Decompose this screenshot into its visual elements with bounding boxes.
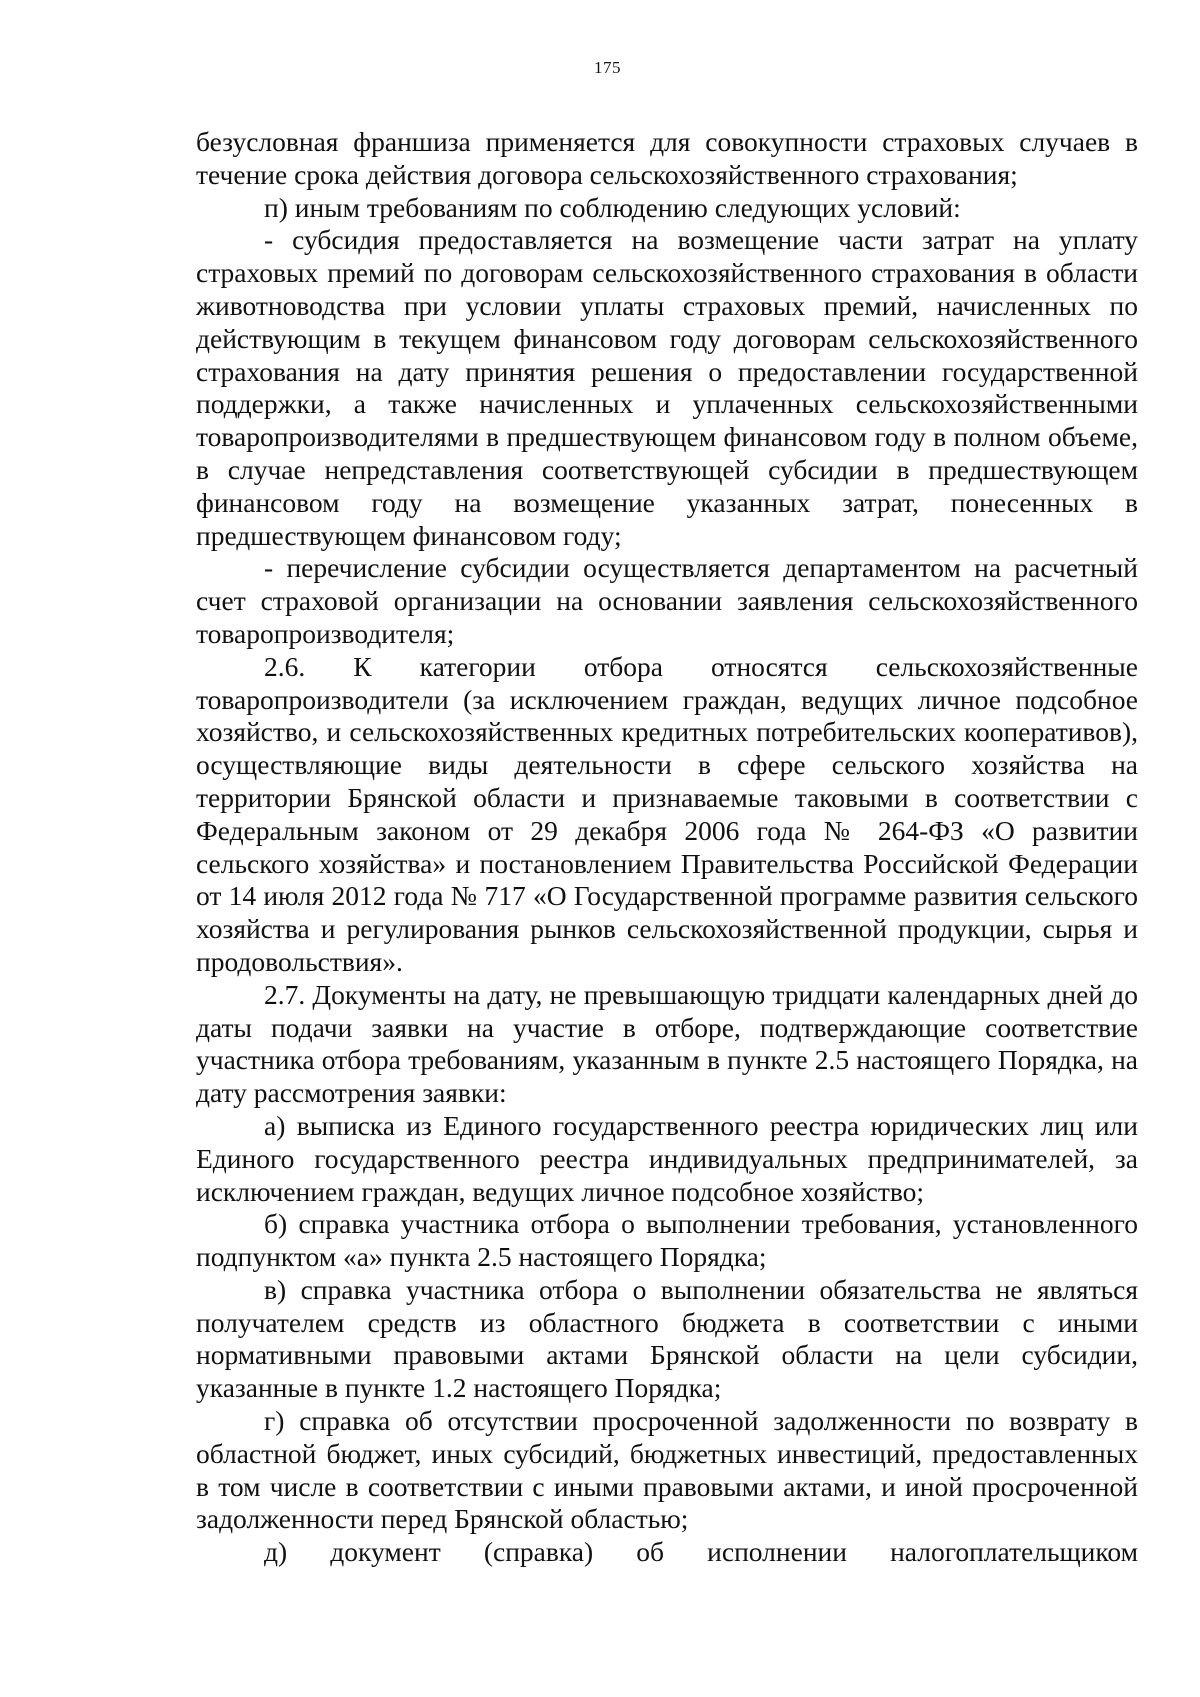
paragraph-subsidy-condition: - субсидия предоставляется на возмещение части затрат на уплату страховых премий по договорам сельскохозяйственного страхования в области животноводства при условии уплаты страховых премий, начисленных по действующим в текущем финансовом году договорам сельскохозяйственного страхования на дату принятия решения о предоставлении государственной поддержки, а также начисленных и уплаченных сельскохозяйственными товаропроизводителями в предшествующем финансовом году в полном объеме, в случае непредставления соответствующей субсидии в предшествующем финансовом году на возмещение указанных затрат, понесенных в предшествующем финансовом году; — [196, 224, 1138, 551]
paragraph-item-d: д) документ (справка) об исполнении налогоплательщиком — [264, 1536, 1138, 1568]
paragraph-item-v: в) справка участника отбора о выполнении обязательства не являться получателем средств из областного бюджета в соответствии с иными нормативными правовыми актами Брянской области на цели субсидии, указанные в пункте 1.2 настоящего Порядка; — [196, 1273, 1138, 1404]
document-body — [196, 126, 1138, 1569]
page-number: 175 — [594, 58, 621, 77]
paragraph-item-p: п) иным требованиям по соблюдению следующих условий: — [264, 191, 961, 223]
paragraph-item-g: г) справка об отсутствии просроченной задолженности по возврату в областной бюджет, иных субсидий, бюджетных инвестиций, предоставленных в том числе в соответствии с иными правовыми актами, и иной просроченной задолженности перед Брянской областью; — [196, 1405, 1138, 1535]
paragraph-2-6: 2.6. К категории отбора относятся сельскохозяйственные товаропроизводители (за исключением граждан, ведущих личное подсобное хозяйство, и сельскохозяйственных кредитных потребительских кооперативов), осуществляющие виды деятельности в сфере сельского хозяйства на территории Брянской области и признаваемые таковыми в соответствии с Федеральным законом от 29 декабря 2006 года № 264-ФЗ «О развитии сельского хозяйства» и постановлением Правительства Российской Федерации от 14 июля 2012 года № 717 «О Государственной программе развития сельского хозяйства и регулирования рынков сельскохозяйственной продукции, сырья и продовольствия». — [196, 650, 1138, 977]
paragraph-subsidy-transfer: - перечисление субсидии осуществляется департаментом на расчетный счет страховой организации на основании заявления сельскохозяйственного товаропроизводителя; — [196, 552, 1138, 649]
paragraph-franchise: безусловная франшиза применяется для совокупности страховых случаев в течение срока действия договора сельскохозяйственного страхования; — [196, 126, 1138, 190]
paragraph-item-b: б) справка участника отбора о выполнении требования, установленного подпунктом «а» пункта 2.5 настоящего Порядка; — [196, 1208, 1138, 1273]
paragraph-item-a: а) выписка из Единого государственного реестра юридических лиц или Единого государственного реестра индивидуальных предпринимателей, за исключением граждан, ведущих личное подсобное хозяйство; — [196, 1109, 1138, 1207]
paragraph-2-7: 2.7. Документы на дату, не превышающую тридцати календарных дней до даты подачи заявки на участие в отборе, подтверждающие соответствие участника отбора требованиям, указанным в пункте 2.5 настоящего Порядка, на дату рассмотрения заявки: — [196, 978, 1138, 1109]
